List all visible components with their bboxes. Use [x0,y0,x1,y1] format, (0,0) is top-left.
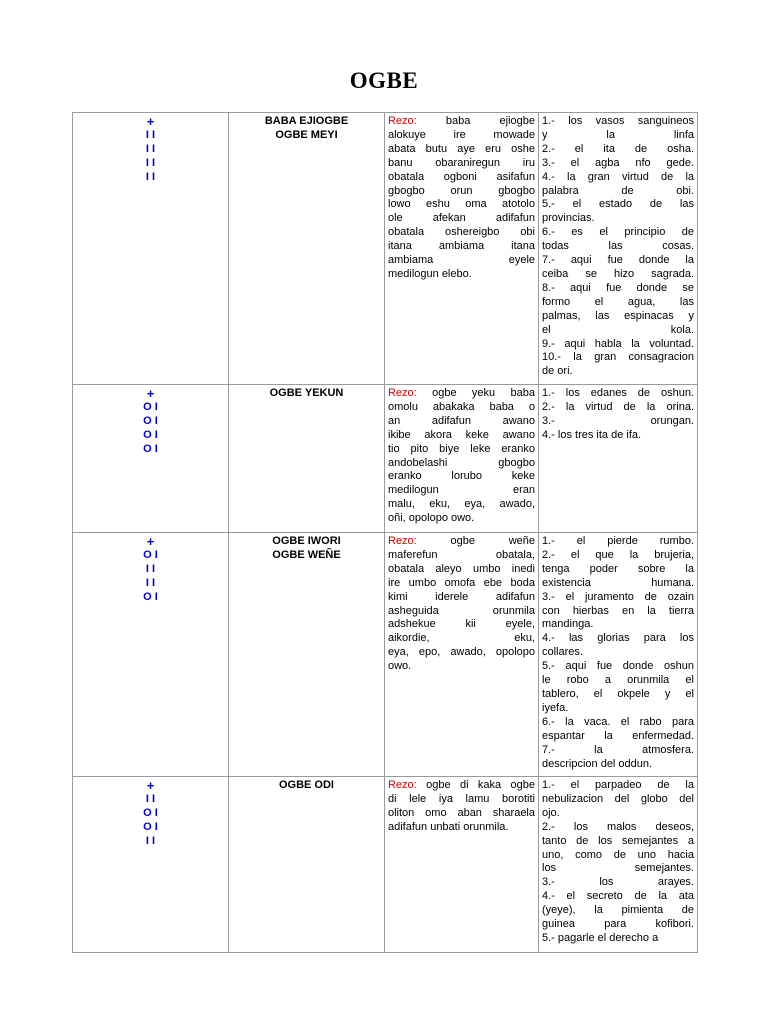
odu-mark-line: I I [145,793,156,805]
rezo-text: ogbe weñe [450,535,536,547]
rezo-text: medilogun elebo. [388,267,472,280]
rezo-text: alokuye ire mowade [388,128,535,141]
meaning-line: 3.- los arayes. [542,876,694,889]
rezo-line [388,240,535,254]
rezo-line [388,429,535,443]
meaning-line: palmas, las espinacas y [542,309,694,322]
odu-mark-line: I I [145,562,156,575]
meaning-line: uno, como de uno hacia [542,848,694,861]
rezo-text: ole afekan adifafun [388,212,535,225]
plus-mark: + [146,114,155,129]
table-row [73,113,698,385]
rezo-text: asheguida orunmila [388,604,535,617]
meaning-line: formo el agua, las [542,295,694,308]
odu-name: OGBE ODI [278,779,334,791]
odu-name: OGBE WEÑE [272,548,341,561]
odu-marks-cell [73,385,229,533]
meaning-line: 2.- la virtud de la orina. [542,400,694,413]
meaning-line: 4.- los tres ita de ifa. [542,428,642,441]
rezo-cell [385,385,539,533]
meaning-line: 2.- los malos deseos, [542,820,694,833]
odu-mark-line: O I [143,549,158,561]
meaning-line: 4.- el secreto de la ata [542,890,694,903]
rezo-line [388,443,535,457]
rezo-line [388,254,535,268]
rezo-line [388,512,535,526]
meanings-cell [539,385,698,533]
odu-name-cell [229,113,385,385]
rezo-line [388,484,535,498]
plus-mark: + [146,778,155,793]
meaning-line: 3.- el agba nfo gede. [542,156,694,169]
meaning-line: iyefa. [542,701,569,714]
rezo-line [388,577,535,591]
meaning-line: ceiba se hizo sagrada. [542,267,694,280]
meaning-line: con hierbas en la tierra [542,604,694,617]
rezo-line [388,129,535,143]
meaning-line: 5.- el estado de las [542,198,694,211]
odu-mark-line: I I [145,834,156,847]
odu-mark-line: I I [145,156,156,169]
odu-name-cell [229,777,385,953]
meaning-line: 2.- el ita de osha. [542,142,694,155]
rezo-line [388,632,535,646]
meaning-line: 3.- el juramento de ozain [542,590,694,603]
meaning-line: existencia humana. [542,576,694,589]
rezo-line [388,591,535,605]
rezo-line [388,198,535,212]
rezo-line [388,793,535,807]
rezo-text: oñi, opolopo owo. [388,512,475,525]
rezo-line [388,563,535,577]
odu-name: OGBE YEKUN [269,387,344,399]
meaning-line: 2.- el que la brujeria, [542,548,694,561]
odu-marks-cell [73,113,229,385]
rezo-text: oliton omo aban sharaela [388,806,535,819]
meaning-line: tablero, el okpele y el [542,687,694,700]
meaning-line: 1.- el pierde rumbo. [542,535,694,547]
meaning-line: 7.- aqui fue donde la [542,254,694,267]
meaning-line: 1.- el parpadeo de la [542,779,694,791]
rezo-text: aikordie, eku, [388,632,535,645]
odu-name: OGBE MEYI [275,128,338,141]
meaning-line: nebulizacion del globo del [542,792,694,805]
rezo-text: obatala ogboni asifafun [388,170,535,183]
meaning-line: descripcion del oddun. [542,757,653,770]
meaning-line: mandinga. [542,618,594,631]
meaning-line: 5.- aqui fue donde oshun [542,660,694,673]
odu-name: OGBE IWORI [272,535,341,547]
rezo-text: eranko lorubo keke [388,470,535,483]
meaning-line: el kola. [542,323,694,336]
meaning-line: 3.- orungan. [542,414,694,427]
rezo-line [388,535,535,549]
rezo-text: banu obaraniregun iru [388,156,535,169]
meaning-line: de ori. [542,365,573,378]
meaning-line: y la linfa [542,128,694,141]
odu-mark-line: O I [143,414,158,427]
rezo-line [388,387,535,401]
rezo-line [388,401,535,415]
meaning-line: le robo a orunmila el [542,674,694,687]
rezo-text: lowo eshu oma atotolo [388,198,535,211]
meaning-line: 1.- los vasos sanguineos [542,115,694,127]
meaning-line: espantar la enfermedad. [542,729,694,742]
odu-mark-line: O I [143,401,158,413]
rezo-line [388,185,535,199]
rezo-line [388,779,535,793]
rezo-line [388,415,535,429]
rezo-text: maferefun obatala, [388,548,535,561]
meaning-line: tanto de los semejantes a [542,834,694,847]
odu-name-cell [229,533,385,777]
odu-mark-line: O I [143,806,158,819]
odu-mark-line: O I [143,442,158,455]
table-row [73,385,698,533]
meanings-cell [539,777,698,953]
odu-mark-line: O I [143,428,158,441]
rezo-text: omolu abakaka baba o [388,400,535,413]
meaning-line: collares. [542,646,583,659]
odu-marks-cell [73,533,229,777]
rezo-text: adshekue kii eyele, [388,618,535,631]
rezo-line [388,226,535,240]
meaning-line: 9.- aqui habla la voluntad. [542,337,694,350]
meaning-line: provincias. [542,212,595,225]
meaning-line: los semejantes. [542,862,694,875]
table-row [73,533,698,777]
meaning-line: tenga poder sobre la [542,562,694,575]
rezo-text: itana ambiama itana [388,240,535,253]
meanings-cell [539,113,698,385]
rezo-line [388,457,535,471]
rezo-text: malu, eku, eya, awado, [388,498,535,511]
rezo-line [388,821,535,835]
rezo-text: obatala aleyo umbo inedi [388,562,535,575]
meaning-line: todas las cosas. [542,240,694,253]
table-row [73,777,698,953]
oddun-table [72,112,698,953]
rezo-label: Rezo: [388,535,417,547]
rezo-text: ikibe akora keke awano [388,428,535,441]
rezo-text: an adifafun awano [388,414,535,427]
rezo-cell [385,533,539,777]
rezo-cell [385,777,539,953]
rezo-text: ogbe di kaka ogbe [426,779,535,791]
odu-mark-line: O I [143,590,158,603]
meaning-line: 6.- la vaca. el rabo para [542,715,694,728]
rezo-line [388,470,535,484]
rezo-text: gbogbo orun gbogbo [388,184,535,197]
odu-mark-line: I I [145,129,156,141]
rezo-text: tio pito biye leke eranko [388,442,535,455]
odu-mark-line: I I [145,142,156,155]
rezo-line [388,660,535,674]
rezo-text: owo. [388,660,412,673]
rezo-line [388,605,535,619]
rezo-line [388,549,535,563]
rezo-text: ambiama eyele [388,254,535,267]
meaning-line: 10.- la gran consagracion [542,351,694,364]
plus-mark: + [146,386,155,401]
rezo-text: adifafun unbati orunmila. [388,820,509,833]
rezo-text: abata butu aye eru oshe [388,142,535,155]
rezo-line [388,268,535,282]
rezo-line [388,618,535,632]
rezo-cell [385,113,539,385]
rezo-line [388,115,535,129]
page-title: OGBE [349,68,419,93]
meaning-line: (yeye), la pimienta de [542,904,694,917]
meaning-line: 7.- la atmosfera. [542,743,694,756]
rezo-line [388,807,535,821]
rezo-line [388,143,535,157]
rezo-text: obatala oshereigbo obi [388,226,535,239]
plus-mark: + [146,534,155,549]
rezo-line [388,171,535,185]
rezo-line [388,212,535,226]
meaning-line: ojo. [542,806,560,819]
rezo-text: medilogun eran [388,484,535,497]
meaning-line: 8.- aqui fue donde se [542,281,694,294]
odu-mark-line: I I [145,576,156,589]
rezo-text: ire umbo omofa ebe boda [388,576,535,589]
odu-name-cell [229,385,385,533]
meaning-line: 4.- las glorias para los [542,632,694,645]
rezo-line [388,646,535,660]
rezo-text: eya, epo, awado, opolopo [388,646,535,659]
rezo-label: Rezo: [388,779,417,791]
odu-marks-cell [73,777,229,953]
odu-mark-line: I I [145,170,156,183]
meaning-line: guinea para kofibori. [542,918,694,931]
meaning-line: palabra de obi. [542,184,694,197]
rezo-label: Rezo: [388,115,417,127]
rezo-text: kimi iderele adifafun [388,590,535,603]
rezo-text: ogbe yeku baba [432,387,535,399]
meaning-line: 6.- es el principio de [542,226,694,239]
meanings-cell [539,533,698,777]
meaning-line: 1.- los edanes de oshun. [542,387,694,399]
rezo-line [388,498,535,512]
meaning-line: 4.- la gran virtud de la [542,170,694,183]
rezo-text: andobelashi gbogbo [388,456,535,469]
odu-mark-line: O I [143,820,158,833]
rezo-label: Rezo: [388,387,417,399]
odu-name: BABA EJIOGBE [264,115,349,127]
rezo-text: di lele iya lamu borotiti [388,792,535,805]
meaning-line: 5.- pagarle el derecho a [542,931,659,944]
rezo-line [388,157,535,171]
rezo-text: baba ejiogbe [445,115,535,127]
